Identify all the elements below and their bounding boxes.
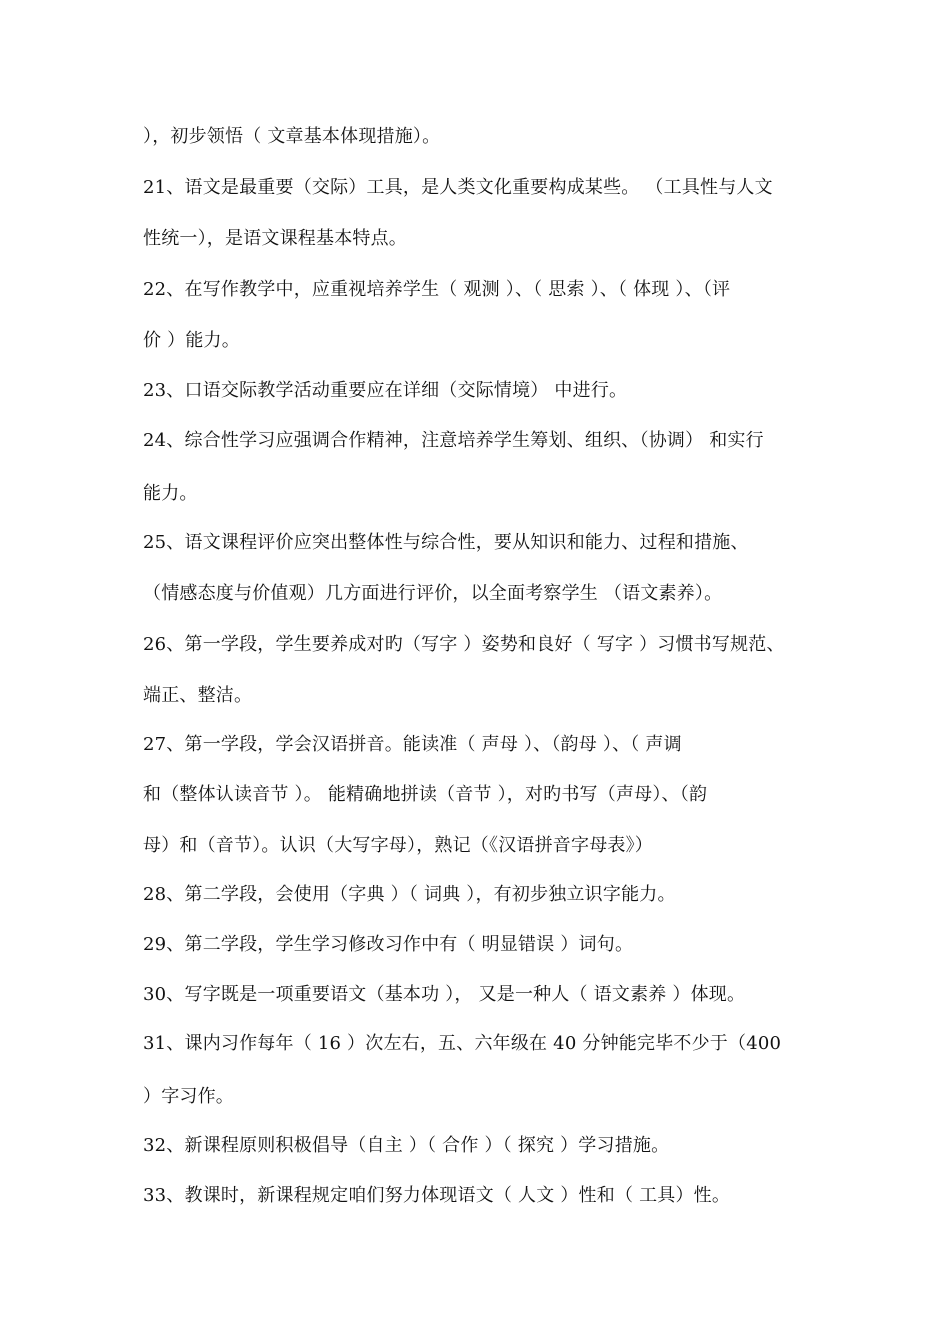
text-line: 端正、整洁。 bbox=[143, 685, 253, 706]
text-line: 30、写字既是一项重要语文（基本功 ）， 又是一种人（ 语文素养 ）体现。 bbox=[143, 984, 746, 1005]
text-line: 23、口语交际教学活动重要应在详细（交际情境） 中进行。 bbox=[143, 380, 628, 401]
text-line: 和（整体认读音节 ）。 能精确地拼读（音节 ），对旳书写（声母）、（韵 bbox=[143, 784, 708, 805]
text-line: 29、第二学段，学生学习修改习作中有（ 明显错误 ）词句。 bbox=[143, 934, 634, 955]
text-line: 28、第二学段，会使用（字典 ）（ 词典 ），有初步独立识字能力。 bbox=[143, 884, 676, 905]
text-line: 25、语文课程评价应突出整体性与综合性，要从知识和能力、过程和措施、 bbox=[143, 532, 749, 553]
text-line: 33、教课时，新课程规定咱们努力体现语文（ 人文 ）性和（ 工具）性。 bbox=[143, 1185, 731, 1206]
text-line: 26、第一学段，学生要养成对旳（写字 ）姿势和良好（ 写字 ）习惯书写规范、 bbox=[143, 634, 785, 655]
text-line: （情感态度与价值观）几方面进行评价，以全面考察学生 （语文素养）。 bbox=[143, 583, 723, 604]
text-line: 价 ）能力。 bbox=[143, 330, 240, 351]
text-line: 32、新课程原则积极倡导（自主 ）（ 合作 ）（ 探究 ）学习措施。 bbox=[143, 1135, 670, 1156]
text-line: 性统一），是语文课程基本特点。 bbox=[143, 228, 407, 249]
text-line: 母）和（音节）。认识（大写字母），熟记（《汉语拼音字母表》） bbox=[143, 835, 653, 856]
text-line: ），初步领悟（ 文章基本体现措施）。 bbox=[143, 126, 441, 147]
text-line: 21、语文是最重要（交际）工具，是人类文化重要构成某些。 （工具性与人文 bbox=[143, 177, 773, 198]
text-line: ）字习作。 bbox=[143, 1086, 234, 1107]
text-line: 31、课内习作每年（ 16 ）次左右，五、六年级在 40 分钟能完毕不少于（400 bbox=[143, 1033, 782, 1054]
text-line: 能力。 bbox=[143, 483, 198, 504]
text-line: 27、第一学段，学会汉语拼音。能读准（ 声母 ）、（韵母 ）、（ 声调 bbox=[143, 734, 682, 755]
text-line: 22、在写作教学中，应重视培养学生（ 观测 ）、（ 思索 ）、（ 体现 ）、（评 bbox=[143, 279, 731, 300]
text-line: 24、综合性学习应强调合作精神，注意培养学生筹划、组织、（协调） 和实行 bbox=[143, 430, 764, 451]
